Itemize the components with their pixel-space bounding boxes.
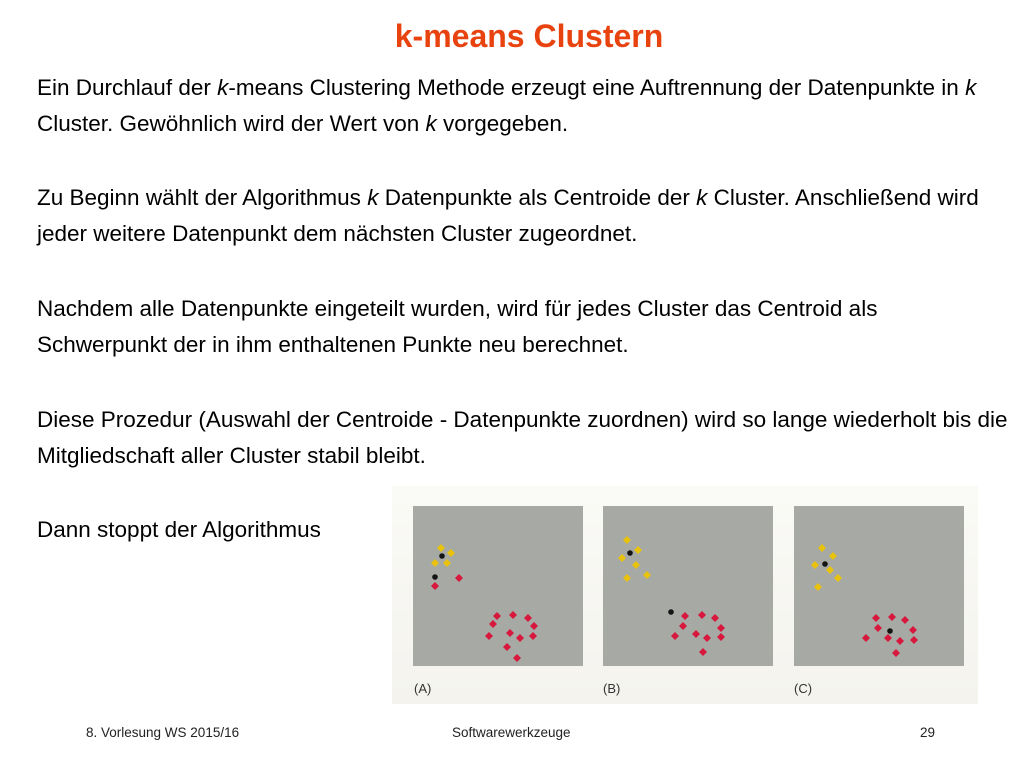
text-run: Dann stoppt der Algorithmus xyxy=(37,517,321,542)
red-point xyxy=(703,634,711,642)
centroid-points xyxy=(627,550,674,615)
panel-a-initial-assignment xyxy=(413,506,583,666)
red-point xyxy=(679,622,687,630)
red-point xyxy=(681,612,689,620)
yellow-point xyxy=(814,583,822,591)
yellow-point xyxy=(829,552,837,560)
red-point xyxy=(717,633,725,641)
text-run: Diese Prozedur (Auswahl der Centroide - Datenpunkte zuordnen) wird so lange wiederholt bis die Mitgliedschaft aller Cluster stabil bleibt. xyxy=(37,407,1008,468)
kmeans-illustration-figure xyxy=(392,486,978,704)
yellow-point xyxy=(811,561,819,569)
slide-title: k-means Clustern xyxy=(394,18,664,54)
red-point xyxy=(910,636,918,644)
panel-b-scatter xyxy=(603,506,773,666)
red-point xyxy=(872,614,880,622)
text-run: Datenpunkte als Centroide der xyxy=(378,185,697,210)
red-point xyxy=(671,632,679,640)
red-point xyxy=(896,637,904,645)
panel-a-scatter xyxy=(413,506,583,666)
red-cluster-points xyxy=(431,574,538,662)
red-point xyxy=(489,620,497,628)
yellow-point xyxy=(634,546,642,554)
text-run: Nachdem alle Datenpunkte eingeteilt wurden, wird für jedes Cluster das Centroid als Schwerpunkt der in ihm enthaltenen Punkte neu berechnet. xyxy=(37,296,878,357)
red-point xyxy=(901,616,909,624)
red-point xyxy=(516,634,524,642)
red-point xyxy=(506,629,514,637)
centroid-point xyxy=(822,561,828,567)
yellow-cluster-points xyxy=(618,536,651,582)
footer-page-number: 29 xyxy=(920,725,936,740)
red-point xyxy=(529,632,537,640)
yellow-point xyxy=(447,549,455,557)
red-point xyxy=(698,611,706,619)
red-cluster-points xyxy=(671,611,725,656)
yellow-point xyxy=(437,544,445,552)
red-point xyxy=(874,624,882,632)
red-point xyxy=(530,622,538,630)
red-point xyxy=(524,614,532,622)
red-point xyxy=(884,634,892,642)
yellow-point xyxy=(443,559,451,567)
text-run: Cluster. Gewöhnlich wird der Wert von xyxy=(37,111,426,136)
text-run: Cluster. Anschließend wird jeder weitere Datenpunkt dem nächsten Cluster zugeordnet. xyxy=(37,185,979,246)
yellow-point xyxy=(431,559,439,567)
red-point xyxy=(711,614,719,622)
red-point xyxy=(892,649,900,657)
yellow-point xyxy=(632,561,640,569)
centroid-point xyxy=(627,550,633,556)
yellow-cluster-points xyxy=(811,544,842,591)
red-point xyxy=(503,643,511,651)
panel-c-stable-clusters xyxy=(794,506,964,666)
footer-lecture-info: 8. Vorlesung WS 2015/16 xyxy=(86,725,240,740)
italic-variable-k: k xyxy=(217,75,229,100)
centroid-points xyxy=(432,553,445,580)
yellow-point xyxy=(623,574,631,582)
red-point xyxy=(717,624,725,632)
italic-variable-k: k xyxy=(367,185,379,210)
yellow-point xyxy=(834,574,842,582)
paragraph-initial-centroids xyxy=(37,180,1012,252)
paragraph-repeat-procedure xyxy=(37,402,1012,474)
panel-label-c: (C) xyxy=(794,681,813,696)
panel-label-a: (A) xyxy=(414,681,432,696)
yellow-point xyxy=(643,571,651,579)
centroid-point xyxy=(432,574,438,580)
text-run: Ein Durchlauf der xyxy=(37,75,218,100)
panel-c-scatter xyxy=(794,506,964,666)
red-point xyxy=(888,613,896,621)
red-point xyxy=(513,654,521,662)
red-point xyxy=(862,634,870,642)
red-point xyxy=(455,574,463,582)
paragraph-recompute-centroids xyxy=(37,291,1012,363)
text-run: -means Clustering Methode erzeugt eine Auftrennung der Datenpunkte in xyxy=(228,75,966,100)
text-run: vorgegeben. xyxy=(436,111,569,136)
yellow-point xyxy=(618,554,626,562)
red-point xyxy=(485,632,493,640)
italic-variable-k: k xyxy=(696,185,708,210)
red-point xyxy=(493,612,501,620)
centroid-points xyxy=(822,561,893,634)
yellow-point xyxy=(623,536,631,544)
centroid-point xyxy=(887,628,893,634)
red-point xyxy=(699,648,707,656)
panel-b-recomputed-centroids xyxy=(603,506,773,666)
text-run: Zu Beginn wählt der Algorithmus xyxy=(37,185,368,210)
panel-label-b: (B) xyxy=(603,681,621,696)
red-point xyxy=(431,582,439,590)
red-cluster-points xyxy=(862,613,918,657)
red-point xyxy=(909,626,917,634)
footer-course-title: Softwarewerkzeuge xyxy=(452,725,571,740)
yellow-point xyxy=(818,544,826,552)
red-point xyxy=(509,611,517,619)
paragraph-kmeans-intro xyxy=(37,70,1012,142)
centroid-point xyxy=(668,609,674,615)
red-point xyxy=(692,630,700,638)
yellow-point xyxy=(826,566,834,574)
italic-variable-k: k xyxy=(965,75,977,100)
italic-variable-k: k xyxy=(425,111,437,136)
centroid-point xyxy=(439,553,445,559)
